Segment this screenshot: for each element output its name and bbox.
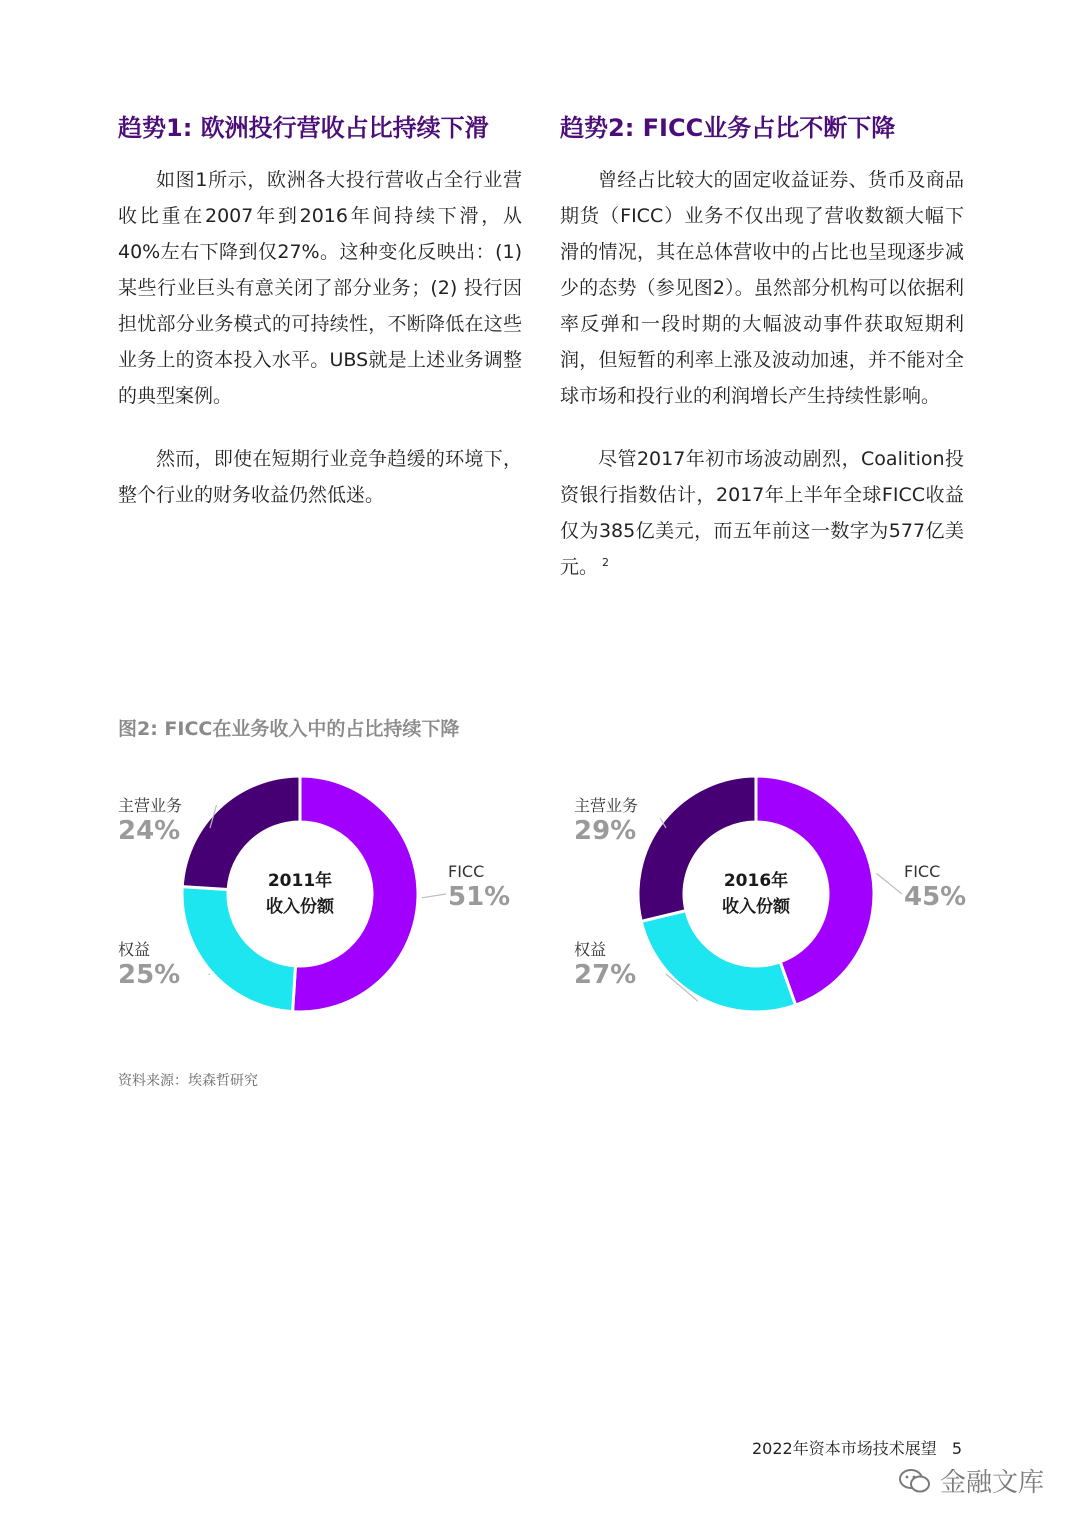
label-main-business-2011	[118, 798, 182, 844]
label-ficc-2016	[904, 864, 966, 910]
slice-name: 主营业务	[118, 796, 183, 815]
center-caption: 收入份额	[722, 897, 790, 917]
trend1-paragraph: 如图1所示，欧洲各大投行营收占全行业营收比重在2007年到2016年间持续下滑，从40%左右下降到仅27%。这种变化反映出：(1) 某些行业巨头有意关闭了部分业务；(2) 投行因担忧部分业务模式的可持续性，不断降低在这些业务上的资本投入水平。UBS就是上述业务调整的典型案例。	[118, 169, 522, 407]
slice-percent: 51%	[448, 882, 511, 912]
page-footer	[752, 1436, 962, 1459]
center-caption: 收入份额	[266, 897, 334, 917]
slice-percent: 27%	[574, 960, 637, 990]
slice-name: 权益	[118, 940, 151, 959]
figure-source: 资料来源：埃森哲研究	[118, 1073, 258, 1089]
donut-chart-2011	[118, 770, 558, 1020]
footer-title: 2022年资本市场技术展望	[751, 1439, 937, 1458]
footnote-marker: 2	[602, 555, 610, 569]
donut-center-label	[686, 868, 826, 920]
label-ficc-2011	[448, 864, 510, 910]
slice-percent: 29%	[574, 816, 637, 846]
watermark-text: 金融文库	[939, 1468, 1044, 1498]
slice-name: 权益	[574, 940, 607, 959]
trend1-heading: 趋势1: 欧洲投行营收占比持续下滑	[118, 114, 489, 142]
donut-chart-2016	[574, 770, 1014, 1020]
donut-center-label	[230, 868, 370, 920]
watermark	[898, 1462, 1044, 1499]
leader-line-FICC	[876, 873, 902, 894]
label-equity-2011	[118, 942, 180, 988]
trend1-section	[118, 108, 522, 540]
trend2-paragraph: 曾经占比较大的固定收益证券、货币及商品期货（FICC）业务不仅出现了营收数额大幅下滑的情况，其在总体营收中的占比也呈现逐步减少的态势（参见图2）。虽然部分机构可以依据利率反弹和一段时期的大幅波动事件获取短期利润，但短暂的利率上涨及波动加速，并不能对全球市场和投行业的利润增长产生持续性影响。	[560, 169, 964, 407]
leader-line-FICC	[422, 894, 446, 898]
trend2-paragraph-text: 尽管2017年初市场波动剧烈，Coalition投资银行指数估计，2017年上半年全球FICC收益仅为385亿美元，而五年前这一数字为577亿美元。	[560, 448, 964, 578]
slice-name: FICC	[448, 862, 485, 881]
slice-name: 主营业务	[574, 796, 639, 815]
wechat-icon	[898, 1467, 932, 1495]
leader-line-权益	[208, 974, 210, 975]
trend1-paragraph: 然而，即使在短期行业竞争趋缓的环境下，整个行业的财务收益仍然低迷。	[118, 448, 522, 506]
slice-percent: 45%	[904, 882, 967, 912]
slice-percent: 25%	[118, 960, 181, 990]
trend2-paragraph	[560, 441, 964, 585]
slice-name: FICC	[904, 862, 941, 881]
trend2-heading: 趋势2: FICC业务占比不断下降	[560, 114, 896, 142]
donut-slice-权益	[641, 911, 795, 1012]
center-year: 2011年	[267, 871, 333, 891]
label-equity-2016	[574, 942, 636, 988]
center-year: 2016年	[723, 871, 789, 891]
figure-title: 图2: FICC在业务收入中的占比持续下降	[118, 718, 460, 740]
page-number: 5	[951, 1439, 962, 1458]
slice-percent: 24%	[118, 816, 181, 846]
trend2-section	[560, 108, 964, 612]
label-main-business-2016	[574, 798, 638, 844]
